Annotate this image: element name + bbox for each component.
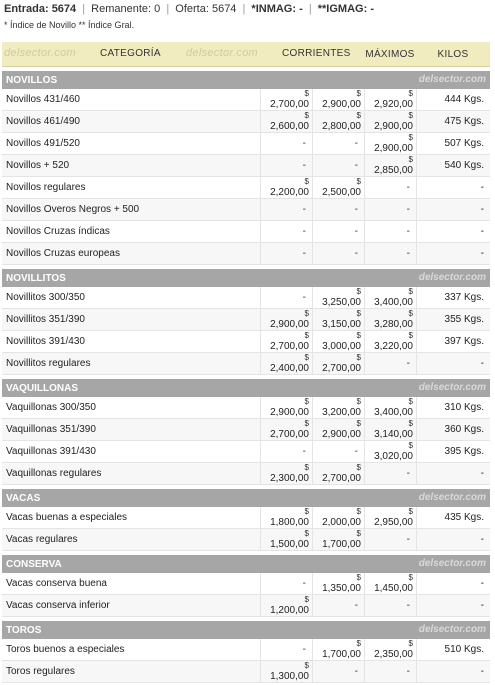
section-title (2, 485, 490, 507)
empty-value: - (302, 138, 306, 149)
corrientes-min (260, 507, 312, 529)
kilos-value: 337 Kgs. (416, 287, 490, 309)
empty-value: - (354, 226, 358, 237)
maximos-value (364, 111, 416, 133)
corrientes-max (312, 661, 364, 683)
category-name: Novillos + 520 (2, 155, 260, 177)
price-value: 3,140,00 (374, 429, 413, 440)
category-name: Novillos 461/490 (2, 111, 260, 133)
header-corrientes (260, 42, 364, 67)
category-name: Novillitos 351/390 (2, 309, 260, 331)
currency-symbol: $ (304, 397, 309, 406)
corrientes-min (260, 397, 312, 419)
kilos-value: 435 Kgs. (416, 507, 490, 529)
section-header (2, 551, 490, 573)
maximos-value (364, 661, 416, 683)
table-row (2, 221, 490, 243)
empty-value: - (302, 446, 306, 457)
section-header (2, 67, 490, 89)
kilos-value: - (416, 529, 490, 551)
currency-symbol: $ (356, 639, 361, 648)
entrada-value: 5674 (51, 3, 77, 15)
price-value: 3,150,00 (322, 319, 361, 330)
currency-symbol: $ (356, 529, 361, 538)
corrientes-max (312, 177, 364, 199)
corrientes-min (260, 287, 312, 309)
currency-symbol: $ (356, 89, 361, 98)
currency-symbol: $ (408, 111, 413, 120)
price-value: 2,350,00 (374, 649, 413, 660)
table-row (2, 89, 490, 111)
corrientes-min (260, 177, 312, 199)
category-name: Vaquillonas 351/390 (2, 419, 260, 441)
price-value: 1,700,00 (322, 649, 361, 660)
corrientes-max (312, 419, 364, 441)
header-categoria-label: CATEGORÍA (100, 48, 161, 59)
corrientes-min (260, 243, 312, 265)
maximos-value (364, 419, 416, 441)
corrientes-min (260, 331, 312, 353)
kilos-value: - (416, 661, 490, 683)
corrientes-min (260, 111, 312, 133)
price-value: 2,500,00 (322, 187, 361, 198)
table-row (2, 595, 490, 617)
price-value: 2,700,00 (322, 473, 361, 484)
section-label: NOVILLOS (6, 74, 58, 86)
category-name: Novillitos regulares (2, 353, 260, 375)
corrientes-min (260, 529, 312, 551)
section-header (2, 375, 490, 397)
section-label: VACAS (6, 492, 41, 504)
category-name: Vaquillonas 300/350 (2, 397, 260, 419)
header-maximos: MÁXIMOS (364, 42, 416, 67)
category-name: Novillos regulares (2, 177, 260, 199)
section-title (2, 265, 490, 287)
empty-value: - (354, 204, 358, 215)
corrientes-max (312, 199, 364, 221)
maximos-value (364, 463, 416, 485)
price-value: 3,200,00 (322, 407, 361, 418)
corrientes-min (260, 441, 312, 463)
table-row (2, 419, 490, 441)
maximos-value (364, 397, 416, 419)
price-value: 3,250,00 (322, 297, 361, 308)
table-row (2, 353, 490, 375)
currency-symbol: $ (408, 573, 413, 582)
kilos-value: 540 Kgs. (416, 155, 490, 177)
header-categoria (2, 42, 260, 67)
inmag-label: *INMAG: (251, 3, 297, 15)
price-value: 2,900,00 (374, 121, 413, 132)
section-title (2, 551, 490, 573)
price-value: 2,920,00 (374, 99, 413, 110)
table-row (2, 111, 490, 133)
currency-symbol: $ (304, 661, 309, 670)
empty-value: - (302, 578, 306, 589)
table-row (2, 529, 490, 551)
kilos-value: 510 Kgs. (416, 639, 490, 661)
currency-symbol: $ (304, 111, 309, 120)
empty-value: - (406, 248, 410, 259)
currency-symbol: $ (356, 287, 361, 296)
maximos-value (364, 353, 416, 375)
corrientes-min (260, 221, 312, 243)
price-value: 3,400,00 (374, 407, 413, 418)
remanente-label: Remanente: (91, 3, 152, 15)
empty-value: - (406, 666, 410, 677)
currency-symbol: $ (304, 507, 309, 516)
table-row (2, 397, 490, 419)
currency-symbol: $ (356, 331, 361, 340)
oferta-value: 5674 (211, 3, 237, 15)
category-name: Novillos 491/520 (2, 133, 260, 155)
price-value: 3,400,00 (374, 297, 413, 308)
header-kilos: KILOS (416, 42, 490, 67)
category-name: Vacas regulares (2, 529, 260, 551)
kilos-value: 360 Kgs. (416, 419, 490, 441)
kilos-value: - (416, 573, 490, 595)
corrientes-max (312, 155, 364, 177)
kilos-value: 395 Kgs. (416, 441, 490, 463)
kilos-value: - (416, 177, 490, 199)
price-value: 1,350,00 (322, 583, 361, 594)
corrientes-max (312, 463, 364, 485)
corrientes-max (312, 331, 364, 353)
table-row (2, 133, 490, 155)
price-value: 2,900,00 (322, 99, 361, 110)
igmag-value: - (370, 3, 374, 15)
price-value: 3,020,00 (374, 451, 413, 462)
category-name: Vacas conserva buena (2, 573, 260, 595)
currency-symbol: $ (408, 89, 413, 98)
entrada-label: Entrada: (4, 3, 49, 15)
price-value: 1,300,00 (270, 671, 309, 682)
table-row (2, 573, 490, 595)
empty-value: - (302, 292, 306, 303)
category-name: Vacas buenas a especiales (2, 507, 260, 529)
section-label: TOROS (6, 624, 42, 636)
price-value: 2,900,00 (322, 429, 361, 440)
category-name: Toros regulares (2, 661, 260, 683)
corrientes-max (312, 441, 364, 463)
empty-value: - (302, 226, 306, 237)
category-name: Novillitos 391/430 (2, 331, 260, 353)
price-value: 2,400,00 (270, 363, 309, 374)
empty-value: - (354, 600, 358, 611)
kilos-value: 475 Kgs. (416, 111, 490, 133)
section-header (2, 485, 490, 507)
corrientes-max (312, 397, 364, 419)
section-label: CONSERVA (6, 558, 62, 570)
section-header (2, 265, 490, 287)
maximos-value (364, 639, 416, 661)
empty-value: - (406, 358, 410, 369)
currency-symbol: $ (408, 287, 413, 296)
remanente-value: 0 (154, 3, 161, 15)
kilos-value: - (416, 463, 490, 485)
price-value: 2,900,00 (270, 319, 309, 330)
corrientes-min (260, 353, 312, 375)
price-value: 3,280,00 (374, 319, 413, 330)
currency-symbol: $ (408, 309, 413, 318)
empty-value: - (406, 226, 410, 237)
maximos-value (364, 507, 416, 529)
header-watermark: delsector.com (186, 47, 258, 59)
kilos-value: 507 Kgs. (416, 133, 490, 155)
table-row (2, 309, 490, 331)
currency-symbol: $ (408, 419, 413, 428)
currency-symbol: $ (408, 155, 413, 164)
empty-value: - (354, 160, 358, 171)
category-name: Novillos Overos Negros + 500 (2, 199, 260, 221)
category-name: Novillitos 300/350 (2, 287, 260, 309)
corrientes-max (312, 133, 364, 155)
table-row (2, 507, 490, 529)
corrientes-max (312, 287, 364, 309)
kilos-value: 355 Kgs. (416, 309, 490, 331)
maximos-value (364, 309, 416, 331)
summary-bar (0, 0, 495, 18)
corrientes-min (260, 309, 312, 331)
table-row (2, 155, 490, 177)
section-watermark: delsector.com (418, 558, 486, 569)
currency-symbol: $ (356, 573, 361, 582)
currency-symbol: $ (304, 463, 309, 472)
currency-symbol: $ (304, 177, 309, 186)
divider: | (166, 3, 170, 15)
currency-symbol: $ (356, 463, 361, 472)
header-corrientes-label: CORRIENTES (282, 48, 351, 59)
currency-symbol: $ (304, 89, 309, 98)
inmag-value: - (299, 3, 303, 15)
section-title (2, 617, 490, 639)
corrientes-min (260, 199, 312, 221)
header-watermark: delsector.com (4, 47, 76, 59)
price-value: 2,700,00 (270, 99, 309, 110)
corrientes-min (260, 639, 312, 661)
corrientes-min (260, 419, 312, 441)
oferta-label: Oferta: (175, 3, 209, 15)
empty-value: - (406, 534, 410, 545)
table-row (2, 661, 490, 683)
maximos-value (364, 595, 416, 617)
empty-value: - (302, 204, 306, 215)
corrientes-max (312, 573, 364, 595)
empty-value: - (406, 204, 410, 215)
price-value: 1,700,00 (322, 539, 361, 550)
table-row (2, 441, 490, 463)
currency-symbol: $ (356, 177, 361, 186)
currency-symbol: $ (304, 331, 309, 340)
maximos-value (364, 243, 416, 265)
divider: | (242, 3, 246, 15)
section-watermark: delsector.com (418, 74, 486, 85)
currency-symbol: $ (304, 595, 309, 604)
kilos-value: - (416, 353, 490, 375)
currency-symbol: $ (356, 419, 361, 428)
igmag-label: **IGMAG: (317, 3, 368, 15)
category-name: Novillos Cruzas europeas (2, 243, 260, 265)
maximos-value (364, 331, 416, 353)
maximos-value (364, 529, 416, 551)
price-value: 3,000,00 (322, 341, 361, 352)
table-row (2, 177, 490, 199)
currency-symbol: $ (408, 397, 413, 406)
price-value: 1,450,00 (374, 583, 413, 594)
price-table (2, 42, 490, 683)
kilos-value: - (416, 243, 490, 265)
currency-symbol: $ (356, 507, 361, 516)
currency-symbol: $ (408, 507, 413, 516)
maximos-value (364, 221, 416, 243)
empty-value: - (406, 600, 410, 611)
empty-value: - (354, 666, 358, 677)
currency-symbol: $ (408, 441, 413, 450)
category-name: Novillos 431/460 (2, 89, 260, 111)
corrientes-max (312, 529, 364, 551)
kilos-value: 444 Kgs. (416, 89, 490, 111)
section-watermark: delsector.com (418, 382, 486, 393)
currency-symbol: $ (356, 397, 361, 406)
empty-value: - (302, 644, 306, 655)
section-title (2, 375, 490, 397)
corrientes-max (312, 309, 364, 331)
kilos-value: 310 Kgs. (416, 397, 490, 419)
corrientes-max (312, 353, 364, 375)
empty-value: - (406, 468, 410, 479)
empty-value: - (302, 248, 306, 259)
corrientes-min (260, 133, 312, 155)
corrientes-min (260, 573, 312, 595)
price-value: 2,700,00 (270, 341, 309, 352)
currency-symbol: $ (356, 353, 361, 362)
price-value: 1,500,00 (270, 539, 309, 550)
maximos-value (364, 573, 416, 595)
price-value: 2,900,00 (270, 407, 309, 418)
empty-value: - (354, 446, 358, 457)
price-value: 3,220,00 (374, 341, 413, 352)
divider: | (82, 3, 86, 15)
corrientes-min (260, 155, 312, 177)
currency-symbol: $ (408, 639, 413, 648)
table-header (2, 42, 490, 67)
corrientes-max (312, 243, 364, 265)
price-value: 2,300,00 (270, 473, 309, 484)
maximos-value (364, 155, 416, 177)
currency-symbol: $ (356, 111, 361, 120)
empty-value: - (354, 138, 358, 149)
corrientes-min (260, 463, 312, 485)
category-name: Vacas conserva inferior (2, 595, 260, 617)
section-label: VAQUILLONAS (6, 382, 79, 394)
price-value: 1,800,00 (270, 517, 309, 528)
table-row (2, 463, 490, 485)
empty-value: - (354, 248, 358, 259)
corrientes-max (312, 507, 364, 529)
kilos-value: - (416, 199, 490, 221)
category-name: Toros buenos a especiales (2, 639, 260, 661)
currency-symbol: $ (304, 419, 309, 428)
corrientes-max (312, 89, 364, 111)
maximos-value (364, 441, 416, 463)
price-value: 2,600,00 (270, 121, 309, 132)
empty-value: - (302, 160, 306, 171)
price-value: 2,700,00 (322, 363, 361, 374)
price-value: 2,800,00 (322, 121, 361, 132)
currency-symbol: $ (304, 353, 309, 362)
maximos-value (364, 287, 416, 309)
section-watermark: delsector.com (418, 492, 486, 503)
kilos-value: - (416, 221, 490, 243)
price-value: 2,700,00 (270, 429, 309, 440)
maximos-value (364, 199, 416, 221)
maximos-value (364, 89, 416, 111)
maximos-value (364, 177, 416, 199)
corrientes-max (312, 221, 364, 243)
price-value: 2,200,00 (270, 187, 309, 198)
section-header (2, 617, 490, 639)
corrientes-max (312, 111, 364, 133)
price-value: 2,900,00 (374, 143, 413, 154)
section-title (2, 67, 490, 89)
table-row (2, 287, 490, 309)
index-notes: * Índice de Novillo ** Índice Gral. (4, 20, 135, 30)
table-row (2, 199, 490, 221)
corrientes-min (260, 89, 312, 111)
price-value: 2,000,00 (322, 517, 361, 528)
category-name: Novillos Cruzas índicas (2, 221, 260, 243)
currency-symbol: $ (408, 331, 413, 340)
currency-symbol: $ (304, 529, 309, 538)
currency-symbol: $ (356, 309, 361, 318)
corrientes-min (260, 661, 312, 683)
kilos-value: 397 Kgs. (416, 331, 490, 353)
divider: | (308, 3, 312, 15)
section-label: NOVILLITOS (6, 272, 66, 284)
section-watermark: delsector.com (418, 272, 486, 283)
price-value: 2,950,00 (374, 517, 413, 528)
price-value: 2,850,00 (374, 165, 413, 176)
currency-symbol: $ (408, 133, 413, 142)
kilos-value: - (416, 595, 490, 617)
table-row (2, 331, 490, 353)
corrientes-max (312, 639, 364, 661)
category-name: Vaquillonas 391/430 (2, 441, 260, 463)
section-watermark: delsector.com (418, 624, 486, 635)
currency-symbol: $ (304, 309, 309, 318)
corrientes-min (260, 595, 312, 617)
table-row (2, 639, 490, 661)
empty-value: - (406, 182, 410, 193)
corrientes-max (312, 595, 364, 617)
category-name: Vaquillonas regulares (2, 463, 260, 485)
table-row (2, 243, 490, 265)
price-value: 1,200,00 (270, 605, 309, 616)
maximos-value (364, 133, 416, 155)
